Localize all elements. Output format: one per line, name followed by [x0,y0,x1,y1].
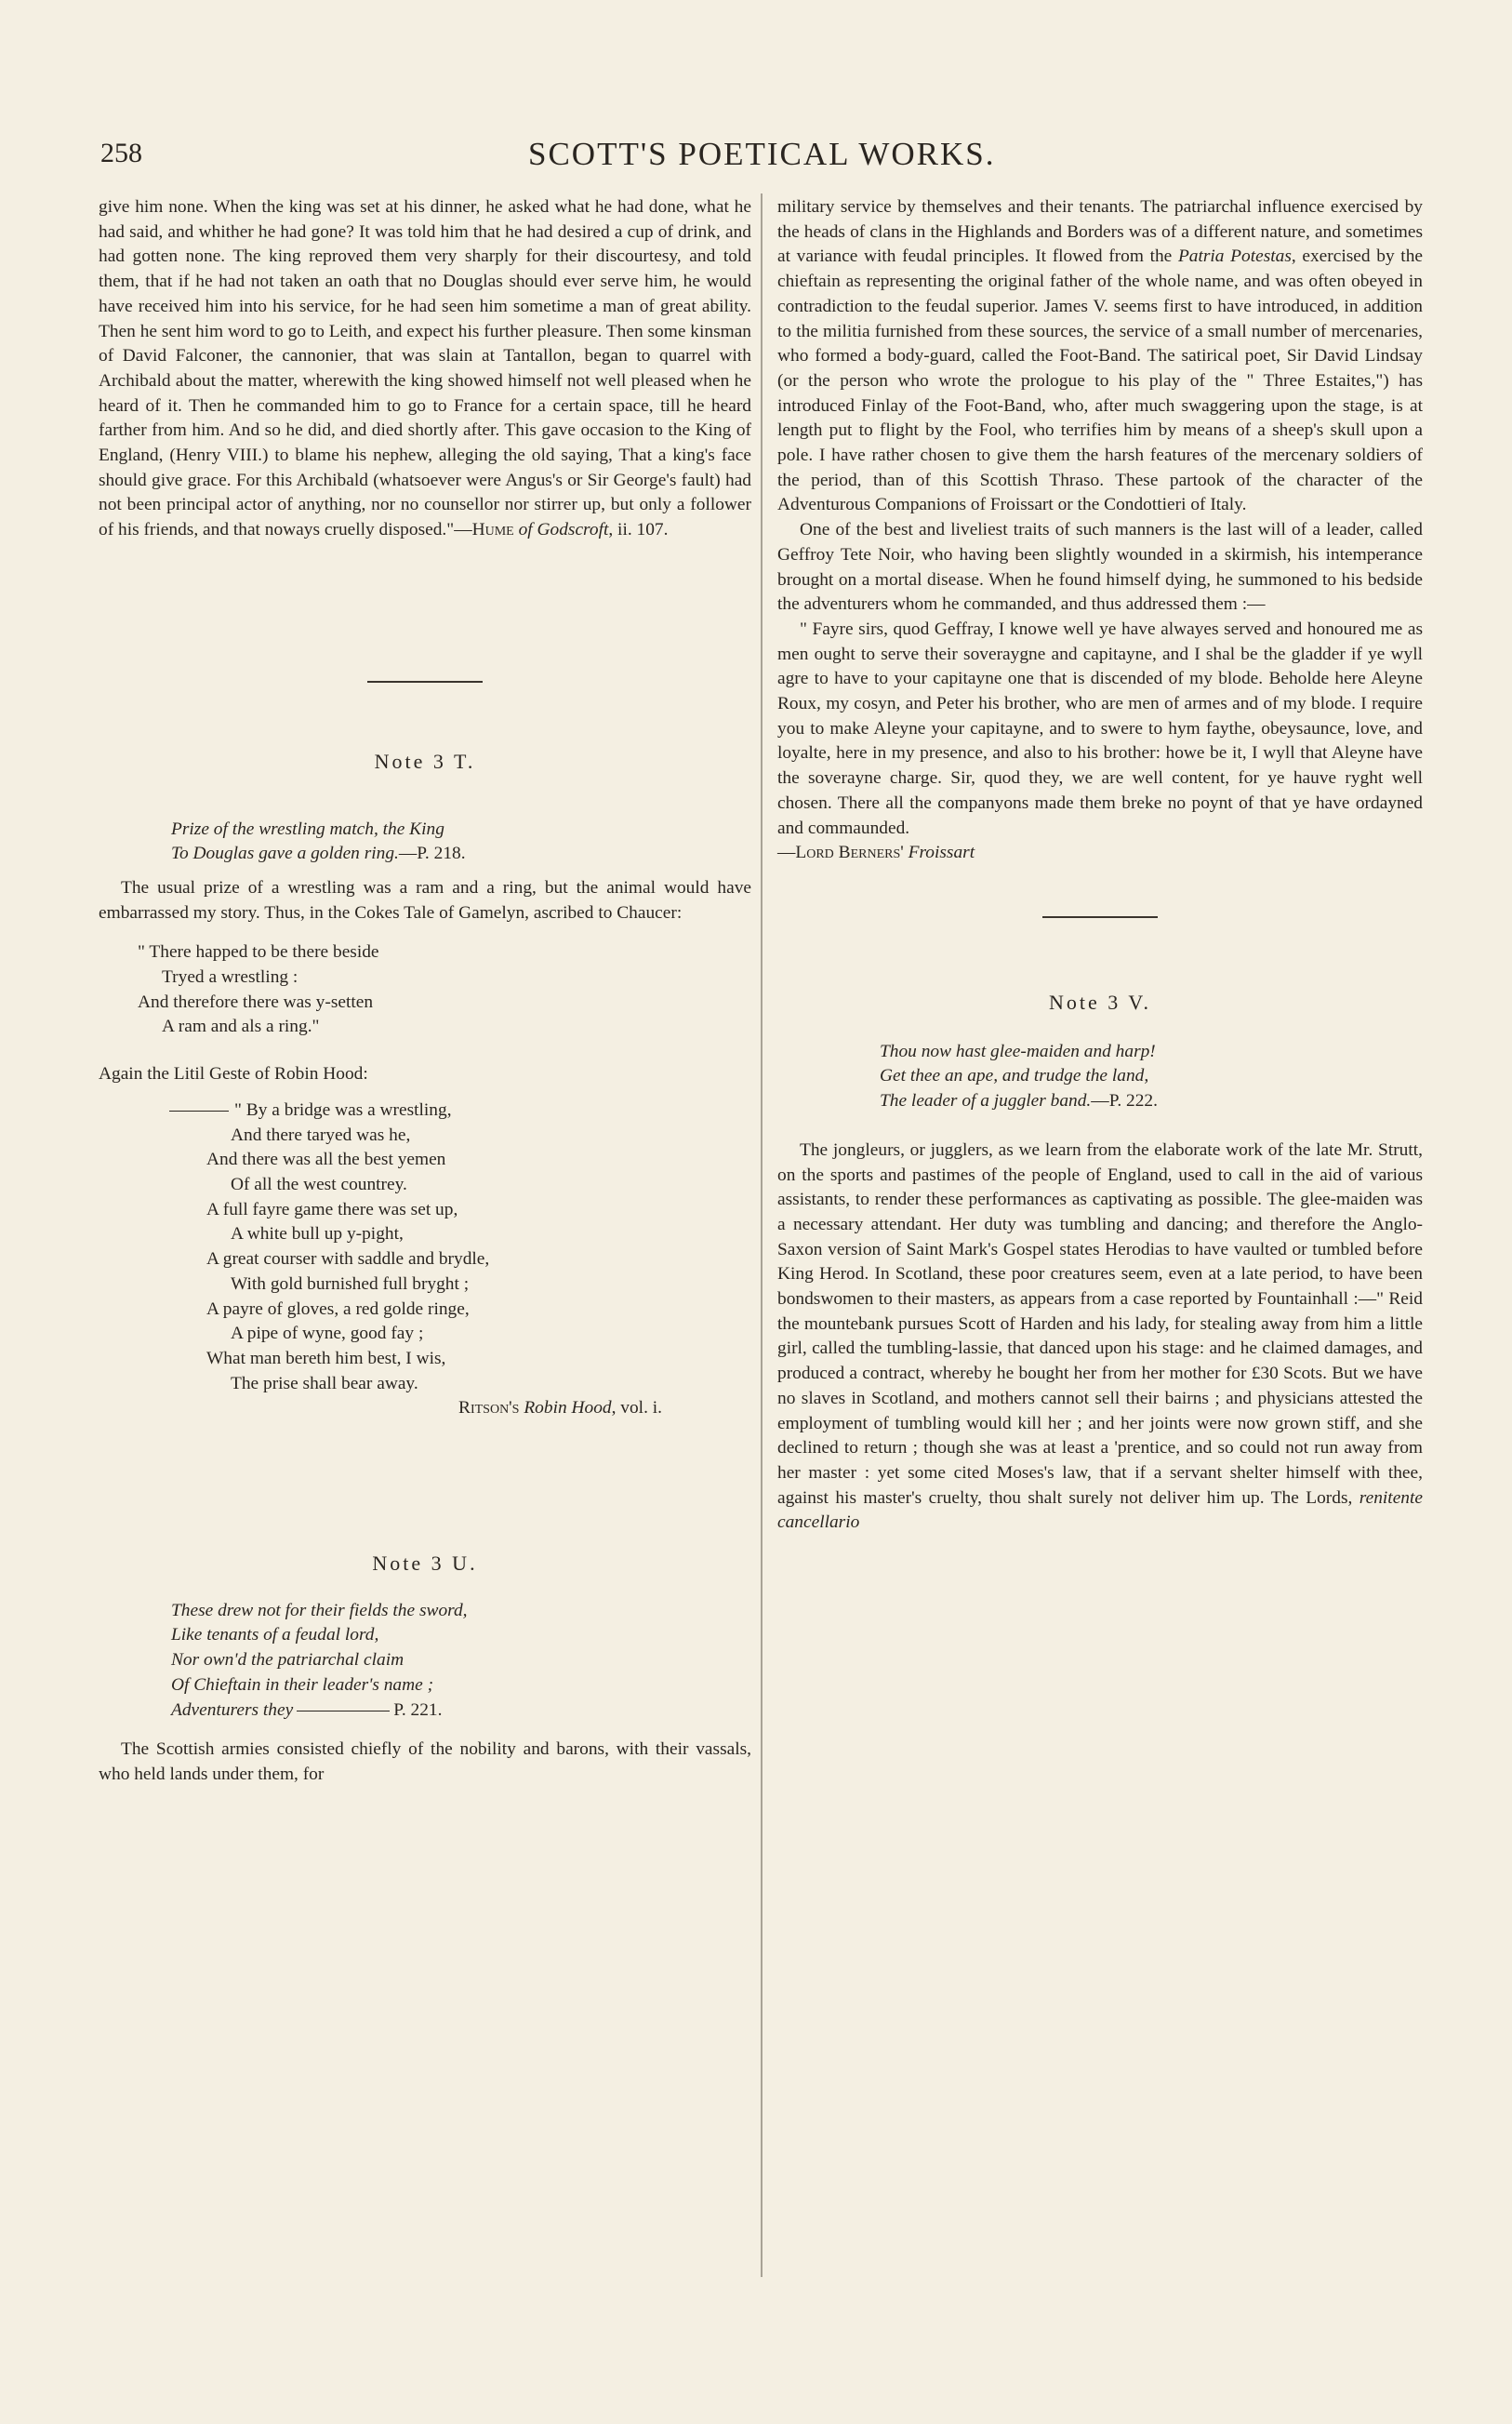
column-divider [761,193,763,2277]
note-3u-reference: These drew not for their fields the sword, Like tenants of a feudal lord, Nor own'd the patriarchal claim Of Chieftain in their leader's name ; Adventurers they P. 221. [171,1600,468,1720]
note-3t-reference: Prize of the wrestling match, the King To Douglas gave a golden ring.—P. 218. [171,819,466,864]
note-3v-body: The jongleurs, or jugglers, as we learn from the elaborate work of the late Mr. Strutt, on the sports and pastimes of the people of England, used to call in the aid of various assistants, to render these performances as captivating as possible. The glee-maiden was a necessary attendant. Her duty was tumbling and dancing; and therefore the Anglo-Saxon version of Saint Mark's Gospel states Herodias to have vaulted or tumbled before King Herod. In Scotland, these poor creatures seem, even at a late period, to have been bondswomen to their masters, as appears from a case reported by Fountainhall :—" Reid the mountebank pursues Scott of Harden and his lady, for stealing away from him a little girl, called the tumbling-lassie, that danced upon his stage: and he claimed damages, and produced a contract, whereby he bought her from her mother for £30 Scots. But we have no slaves in Scotland, and mothers cannot sell their bairns ; and physicians attested the employment of tumbling would kill her ; and her joints were now grown stiff, and she declined to return ; though she was at least a 'prentice, and so could not run away from her master : yet some cited Moses's law, that if a servant shelter himself with thee, against his master's cruelty, thou shalt surely not deliver him up. The Lords, renitente cancellario [777,1139,1423,1533]
note-3t-title: Note 3 T. [374,749,476,773]
note-3v-reference: Thou now hast glee-maiden and harp! Get thee an ape, and trudge the land, The leader of a juggler band.—P. 222. [880,1041,1158,1112]
note-3t-body: The usual prize of a wrestling was a ram and a ring, but the animal would have embarrassed my story. Thus, in the Cokes Tale of Gamelyn, ascribed to Chaucer: [99,877,751,923]
citation-author: Hume [471,520,514,540]
continued-paragraph: give him none. When the king was set at his dinner, he asked what he had done, what he had said, and whither he had gone? It was told him that he had desired a cup of drink, and had gotten none. The king reproved them very sharply for their discourtesy, and told them, that if he had not taken an oath that no Douglas should ever serve him, he would have received him into his service, for he had seen him sometime a man of great ability. Then he sent him word to go to Leith, and expect his further pleasure. Then some kinsman of David Falconer, the cannonier, that was slain at Tantallon, began to quarrel with Archibald about the matter, wherewith the king showed himself not well pleased when he heard of it. Then he commanded him to go to France for a certain space, till he heard farther from him. And so he did, and died shortly after. This gave occasion to the King of England, (Henry VIII.) to blame his nephew, alleging the old saying, That a king's face should give grace. For this Archibald (whatsoever were Angus's or Sir George's fault) had not been principal actor of anything, nor no counsellor nor stirrer up, but only a follower of his friends, and that noways cruelly disposed."—Hume of Godscroft, ii. 107. [99,197,751,540]
right-column [777,195,1423,1536]
froissart-quote: " Fayre sirs, quod Geffray, I knowe well ye have alwayes served and honoured me as men ought to serve their soveraygne and capitayne, and I shal be the gladder if ye wyll agre to have to your capitayne one that is discended of my blode. Beholde here Aleyne Roux, my cosyn, and Peter his brother, who are men of armes and of my blode. I require you to make Aleyne your capitayne, and to swere to hym faythe, obeysaunce, love, and loyalte, here in my presence, and also to his brother: howe be it, I wyll that Aleyne have the soverayne charge. Sir, quod they, we are well content, for ye hauve ryght well chosen. There all the companyons made them breke no poynt of that ye have ordayned and commaunded. [777,619,1423,838]
feudal-paragraph: military service by themselves and their tenants. The patriarchal influence exercised by the heads of clans in the Highlands and Borders was of a different nature, and sometimes at variance with feudal principles. It flowed from the Patria Potestas, exercised by the chieftain as representing the original father of the whole name, and was often obeyed in contradiction to the feudal superior. James V. seems first to have introduced, in addition to the militia furnished from these sources, the service of a small number of mercenaries, who formed a body-guard, called the Foot-Band. The satirical poet, Sir David Lindsay (or the person who wrote the prologue to his play of the " Three Estaites,") has introduced Finlay of the Foot-Band, who, after much swaggering upon the stage, is at length put to flight by the Fool, who terrifies him by means of a sheep's skull upon a pole. I have rather chosen to give them the harsh features of the mercenary soldiers of the period, than of this Scottish Thraso. These partook of the character of the Adventurous Companions of Froissart or the Condottieri of Italy. [777,197,1423,515]
citation-work: of Godscroft [518,520,609,540]
page-number: 258 [100,138,142,168]
geffroy-paragraph: One of the best and liveliest traits of such manners is the last will of a leader, called Geffroy Tete Noir, who having been slightly wounded in a skirmish, his intemperance brought on a mortal disease. When he found himself dying, he summoned to his bedside the adventurers whom he commanded, and thus addressed them :— [777,520,1423,615]
running-title: SCOTT'S POETICAL WORKS. [528,136,996,172]
froissart-citation: —Lord Berners' Froissart [777,843,975,863]
note-3t-body-2: Again the Litil Geste of Robin Hood: [99,1064,368,1085]
gamelyn-quote: " There happed to be there beside Tryed a wrestling : And therefore there was y-setten A ram and als a ring." [138,942,379,1037]
robin-hood-attribution: Ritson's Robin Hood, vol. i. [458,1398,662,1418]
note-3u-title: Note 3 U. [372,1552,478,1576]
note-3v-title: Note 3 V. [1049,990,1151,1014]
left-column [99,195,751,1788]
note-3u-body: The Scottish armies consisted chiefly of the nobility and barons, with their vassals, who held lands under them, for [99,1739,751,1784]
page-header [100,138,1402,175]
robin-hood-quote: " By a bridge was a wrestling, And there taryed was he, And there was all the best yemen Of all the west countrey. A full fayre game there was set up, A white bull up y-pight, A great courser with saddle and brydle, With gold burnished full bryght ; A payre of gloves, a red golde ringe, A pipe of wyne, good fay ; What man bereth him best, I wis, The prise shall bear away. [99,1099,751,1396]
